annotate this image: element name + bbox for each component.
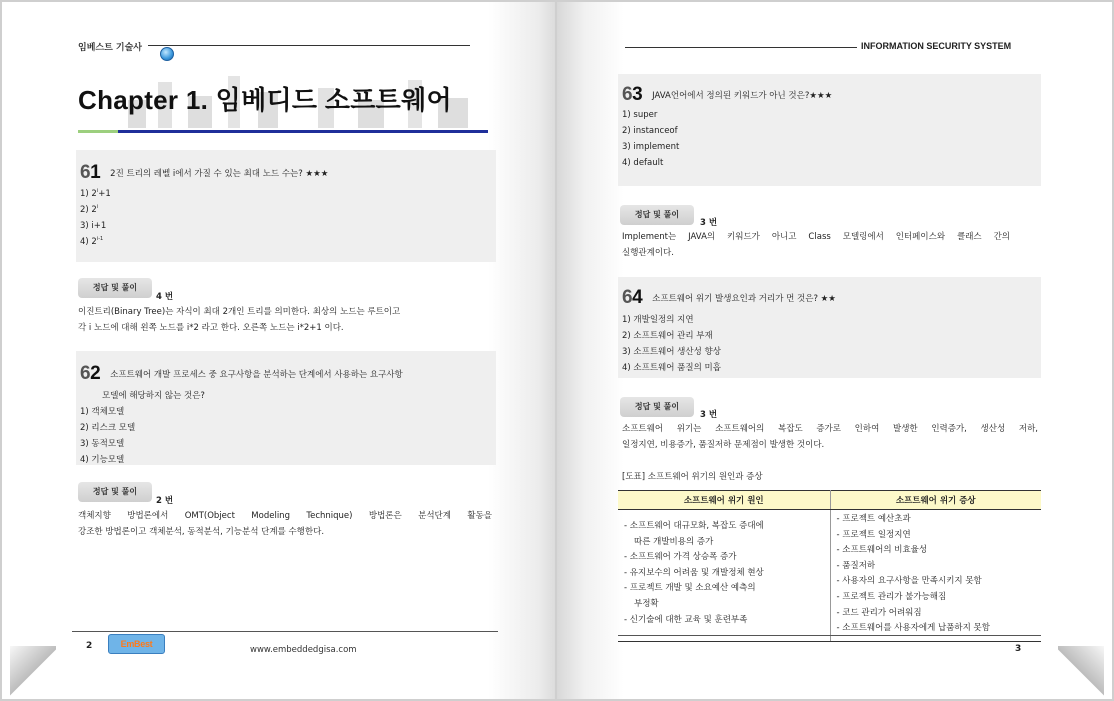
explanation-line: Implement는 JAVA의 키워드가 아니고 Class 모델링에서 인터페이스와 클래스 간의 <box>622 232 1010 242</box>
list-item: - 소프트웨어 가격 상승폭 증가 <box>624 552 737 563</box>
question-box-62 <box>76 351 496 465</box>
option-4: 4) 기능모델 <box>80 455 125 465</box>
header-title: INFORMATION SECURITY SYSTEM <box>861 41 1012 51</box>
question-text: 소프트웨어 위기 발생요인과 거리가 먼 것은? ★★ <box>652 294 836 304</box>
page-curl-prev[interactable] <box>10 646 56 698</box>
page-curl-next[interactable] <box>1058 646 1104 698</box>
question-heading <box>622 287 836 309</box>
explanation-line: 객체지향 방법론에서 OMT(Object Modeling Technique) 방법론은 분석단계 활동을 <box>78 511 492 521</box>
list-item: - 신기술에 대한 교육 및 훈련부족 <box>624 614 748 625</box>
list-item: - 유지보수의 어려움 및 개발정체 현상 <box>624 567 764 578</box>
answer-tag: 정답 및 풀이 <box>620 205 694 225</box>
question-number: 63 <box>622 84 643 105</box>
left-page <box>2 2 555 699</box>
option-1: 1) super <box>622 110 658 120</box>
answer-tag: 정답 및 풀이 <box>620 397 694 417</box>
question-heading <box>622 84 832 106</box>
answer-number: 3 번 <box>700 218 718 228</box>
crisis-table <box>618 490 1041 642</box>
option-3: 3) 동적모델 <box>80 439 125 449</box>
explanation-line: 소프트웨어 위기는 소프트웨어의 복잡도 증가로 인하여 발생한 인력증가, 생산성 저하, <box>622 424 1038 434</box>
globe-icon <box>160 47 174 61</box>
question-heading <box>80 162 328 184</box>
right-page <box>557 2 1112 699</box>
footer-url[interactable]: www.embeddedgisa.com <box>250 645 357 655</box>
list-item: - 소프트웨어 대규모화, 복잡도 증대에 <box>624 521 764 531</box>
option-4: 4) 2$^{i-1}$ <box>80 236 104 247</box>
option-2: 2) 소프트웨어 관리 부재 <box>622 331 713 341</box>
option-3: 3) 소프트웨어 생산성 향상 <box>622 347 721 357</box>
list-item: - 소프트웨어의 비효율성 <box>836 545 928 556</box>
list-item: - 소프트웨어를 사용자에게 납품하지 못함 <box>836 623 990 634</box>
footer-rule <box>72 631 498 632</box>
page-number: 3 <box>1015 644 1022 654</box>
answer-tag: 정답 및 풀이 <box>78 482 152 502</box>
question-number: 64 <box>622 287 643 308</box>
title-underline-accent <box>78 130 118 133</box>
header-rule <box>148 45 470 46</box>
option-2: 2) instanceof <box>622 126 678 136</box>
symptoms-cell <box>830 510 1041 642</box>
option-2: 2) 2$^i$ <box>80 204 99 215</box>
title-underline <box>118 130 488 133</box>
footer-rule <box>618 635 1041 636</box>
option-3: 3) implement <box>622 142 680 152</box>
answer-number: 3 번 <box>700 410 718 420</box>
option-1: 1) $2^i+1$ <box>80 188 111 199</box>
chapter-title: Chapter 1. 임베디드 소프트웨어 <box>78 85 452 115</box>
question-number: 62 <box>80 363 101 384</box>
answer-tag: 정답 및 풀이 <box>78 278 152 298</box>
causes-cell <box>618 510 830 642</box>
list-item: - 프로젝트 일정지연 <box>836 529 911 540</box>
question-box-63 <box>618 74 1041 186</box>
list-item: - 프로젝트 관리가 불가능해짐 <box>836 591 947 602</box>
header-rule <box>625 47 857 48</box>
question-text: 소프트웨어 개발 프로세스 중 요구사항을 분석하는 단계에서 사용하는 요구사항 <box>110 370 403 380</box>
question-text: 2진 트리의 레벨 i에서 가질 수 있는 최대 노드 수는? ★★★ <box>110 169 329 179</box>
answer-number: 2 번 <box>156 496 174 506</box>
table-header-symptoms: 소프트웨어 위기 증상 <box>830 491 1041 510</box>
table-caption: [도표] 소프트웨어 위기의 원인과 증상 <box>622 472 763 482</box>
option-3: 3) i+1 <box>80 221 107 231</box>
question-box-64 <box>618 277 1041 378</box>
list-item: - 프로젝트 예산초과 <box>836 514 911 524</box>
question-text-line2: 모델에 해당하지 않는 것은? <box>102 391 205 401</box>
option-1: 1) 객체모델 <box>80 407 125 417</box>
option-4: 4) 소프트웨어 품질의 미흡 <box>622 363 721 373</box>
publisher-logo: EmBest <box>108 634 165 654</box>
explanation-line: 실행관계이다. <box>622 248 674 258</box>
option-2: 2) 리스크 모델 <box>80 423 136 433</box>
question-box-61 <box>76 150 496 262</box>
explanation-line: 강조한 방법론이고 객체분석, 동적분석, 기능분석 단계를 수행한다. <box>78 527 325 537</box>
page-number: 2 <box>86 641 93 651</box>
table-header-causes: 소프트웨어 위기 원인 <box>618 491 830 510</box>
question-text: JAVA언어에서 정의된 키워드가 아닌 것은?★★★ <box>652 91 833 101</box>
list-item: - 사용자의 요구사항을 만족시키지 못함 <box>836 576 982 587</box>
list-item: - 품질저하 <box>836 560 876 571</box>
list-item: - 프로젝트 개발 및 소요예산 예측의 <box>624 583 756 594</box>
explanation-line: 일정지연, 비용증가, 품질저하 문제점이 발생한 것이다. <box>622 440 825 450</box>
explanation-line: 각 i 노드에 대해 왼쪽 노드를 i*2 라고 한다. 오른쪽 노드는 i*2+1 이다. <box>78 323 344 333</box>
header-brand: 임베스트 기술사 <box>78 43 142 53</box>
explanation-line: 이진트리(Binary Tree)는 자식이 최대 2개인 트리를 의미한다. 최상의 노드는 루트이고 <box>78 307 401 317</box>
list-item: - 코드 관리가 어려워짐 <box>836 607 922 618</box>
list-item: 따른 개발비용의 증가 <box>634 536 714 547</box>
question-number: 61 <box>80 162 101 183</box>
answer-number: 4 번 <box>156 292 174 302</box>
question-heading <box>80 363 403 385</box>
option-1: 1) 개발일정의 지연 <box>622 315 694 325</box>
list-item: 부정확 <box>634 598 659 609</box>
option-4: 4) default <box>622 158 664 168</box>
